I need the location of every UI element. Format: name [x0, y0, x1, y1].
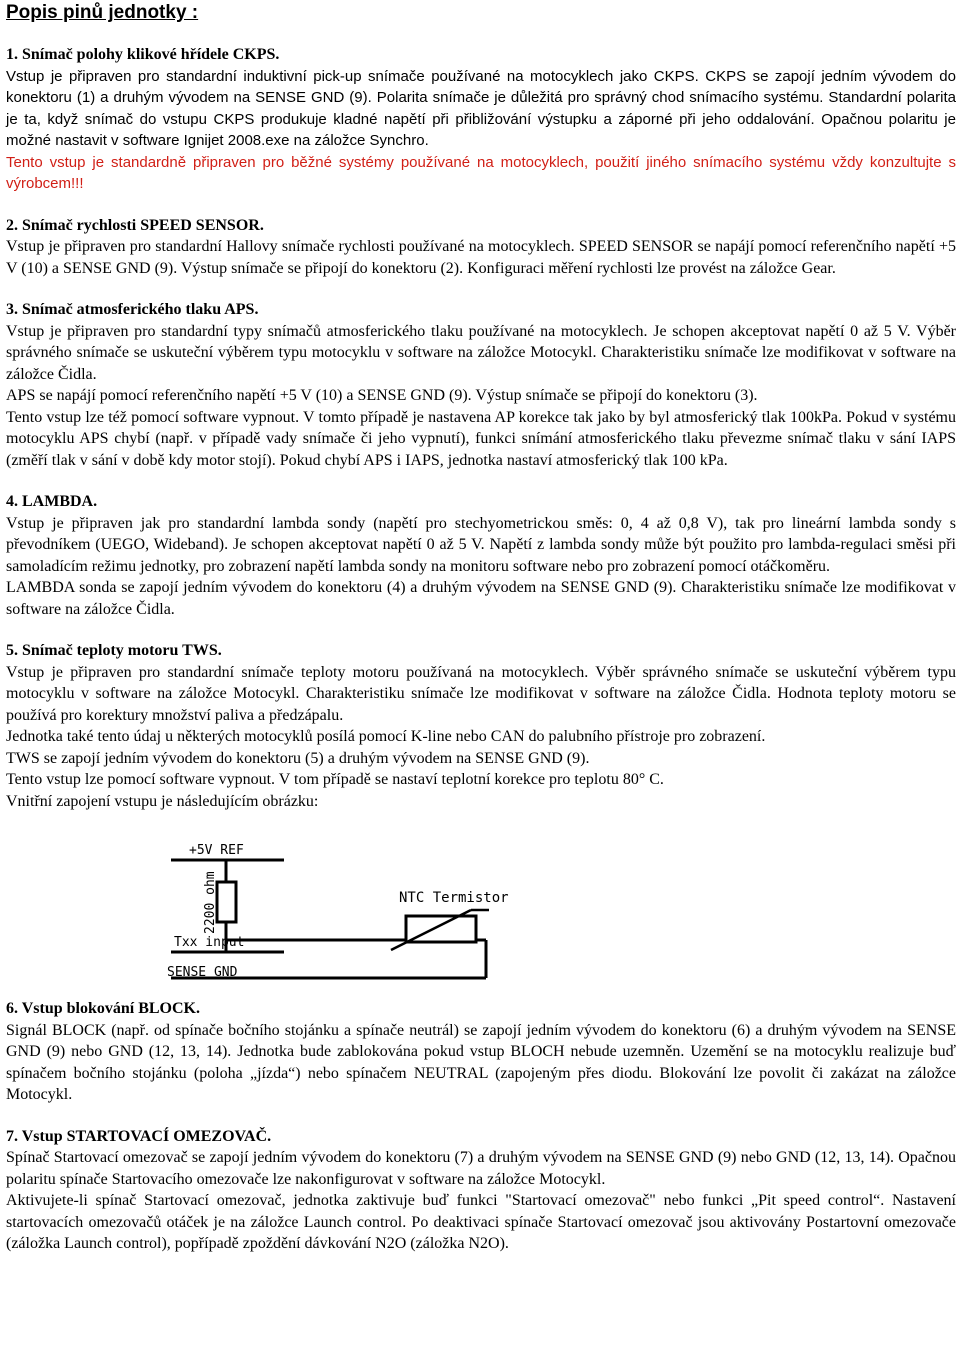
section-heading: 7. Vstup STARTOVACÍ OMEZOVAČ.: [6, 1127, 272, 1145]
input-label: Txx input: [174, 935, 245, 950]
tws-input-circuit-diagram: [6, 812, 546, 982]
paragraph: LAMBDA sonda se zapojí jedním vývodem do konektoru (4) a druhým vývodem na SENSE GND (9). Charakteristiku snímače lze modifikovat v software na záložce Čidla.: [6, 579, 956, 618]
section-tws: [6, 640, 956, 812]
section-heading: 4. LAMBDA.: [6, 493, 98, 510]
section-ckps: [6, 44, 956, 195]
paragraph: Tento vstup lze též pomocí software vypnout. V tomto případě je nastavena AP korekce tak jako by byl atmosferický tlak 100kPa. Pokud v systému motocyklu APS chybí (např. v případě vady snímače či jeho vypnutí), funkci snímání atmosferického tlaku převezme snímač tlaku v sání IAPS (změří tlak v sání v době kdy motor stojí). Pokud chybí APS i IAPS, jednotka nastaví atmosferický tlak 100 kPa.: [6, 408, 956, 469]
warning-paragraph: Tento vstup je standardně připraven pro běžné systémy používané na motocyklech, použití jiného snímacího systému vždy konzultujte s výrobcem!!!: [6, 153, 956, 192]
gnd-label: SENSE GND: [167, 965, 238, 980]
document-page: [6, 0, 956, 1255]
paragraph: Spínač Startovací omezovač se zapojí jedním vývodem do konektoru (7) a druhým vývodem na SENSE GND (9) nebo GND (12, 13, 14). Opačnou polaritu spínače Startovacího omezovače lze nakonfigurovat v software na záložce Motocykl.: [6, 1149, 956, 1188]
ntc-label: NTC Termistor: [399, 890, 509, 906]
section-heading: 6. Vstup blokování BLOCK.: [6, 1000, 200, 1017]
section-heading: 2. Snímač rychlosti SPEED SENSOR.: [6, 216, 264, 234]
paragraph: Vstup je připraven pro standardní induktivní pick-up snímače používané na motocyklech jako CKPS. CKPS se zapojí jedním vývodem do konektoru (1) a druhým vývodem na SENSE GND (9). Polarita snímače je důležitá pro správný chod snímacího systému. Standardní polarita je ta, když snímač do vstupu CKPS produkuje kladné napětí při přibližování výstupku a záporné při jeho oddalování. Opačnou polaritu je možné nastavit v software Ignijet 2008.exe na záložce Synchro.: [6, 67, 956, 149]
page-title: Popis pinů jednotky :: [6, 2, 199, 23]
section-heading: 5. Snímač teploty motoru TWS.: [6, 642, 222, 659]
section-launch-limiter: [6, 1126, 956, 1255]
paragraph: Signál BLOCK (např. od spínače bočního stojánku a spínače neutrál) se zapojí jedním vývodem do konektoru (6) a druhým vývodem na SENSE GND (9) nebo GND (12, 13, 14). Jednotka bude zablokována pokud vstup BLOCH nebude uzemněn. Uzemění se na motocyklu realizuje buď spínačem bočního stojánku (poloha „jízda“) nebo spínačem NEUTRAL (zapojeným přes diodu. Blokování lze povolit či zakázat na záložce Motocykl.: [6, 1021, 956, 1103]
paragraph: APS se napájí pomocí referenčního napětí +5 V (10) a SENSE GND (9). Výstup snímače se připojí do konektoru (3).: [6, 387, 758, 404]
section-lambda: [6, 491, 956, 620]
section-aps: [6, 299, 956, 471]
resistor-symbol: [217, 882, 236, 922]
paragraph: Vnitřní zapojení vstupu je následujícím obrázku:: [6, 792, 319, 810]
paragraph: Vstup je připraven pro standardní snímače teploty motoru používaná na motocyklech. Výběr správného snímače se uskuteční výběrem typu motocyklu v software na záložce Motocykl. Charakteristiku snímače lze modifikovat v software na záložce Čidla. Hodnota teploty motoru se používá pro korektury množství paliva a předzápalu.: [6, 663, 956, 724]
paragraph: Aktivujete-li spínač Startovací omezovač, jednotka zaktivuje buď funkci "Startovací omezovač" nebo funkci „Pit speed control“. Nastavení startovacích omezovačů otáček je na záložce Launch control. Po deaktivaci spínače Startovací omezovač jsou aktivovány Postartovní omezovače (záložka Launch control), popřípadě zpoždění dávkování N2O (záložka N2O).: [6, 1192, 956, 1252]
paragraph: Vstup je připraven pro standardní Hallovy snímače rychlosti používané na motocyklech. SPEED SENSOR se napájí pomocí referenčního napětí +5 V (10) a SENSE GND (9). Výstup snímače se připojí do konektoru (2). Konfiguraci měření rychlosti lze provést na záložce Gear.: [6, 238, 956, 277]
resistor-label: 2200 ohm: [203, 871, 218, 934]
section-heading: 3. Snímač atmosferického tlaku APS.: [6, 301, 259, 318]
paragraph: Vstup je připraven jak pro standardní lambda sondy (napětí pro stechyometrickou směs: 0, 4 až 0,8 V), tak pro lineární lambda sondy s převodníkem (UEGO, Wideband). Je schopen akceptovat napětí 0 až 5 V. Napětí z lambda sondy může být použito pro lambda-regulaci směsi při samoladícím režimu jednotky, pro zobrazení napětí lambda sondy na monitoru software nebo pro zobrazení pomocí otáčkoměru.: [6, 514, 956, 575]
paragraph: Tento vstup lze pomocí software vypnout. V tom případě se nastaví teplotní korekce pro teplotu 80° C.: [6, 771, 664, 788]
ref-label: +5V REF: [189, 843, 244, 858]
paragraph: Jednotka také tento údaj u některých motocyklů posílá pomocí K-line nebo CAN do palubního přístroje pro zobrazení.: [6, 728, 766, 745]
section-block: [6, 998, 956, 1106]
section-heading: 1. Snímač polohy klikové hřídele CKPS.: [6, 46, 280, 63]
paragraph: Vstup je připraven pro standardní typy snímačů atmosferického tlaku používané na motocyklech. Je schopen akceptovat napětí 0 až 5 V. Výběr správného snímače se uskuteční výběrem typu motocyklu v software na záložce Motocykl. Charakteristiku snímače lze modifikovat v software na záložce Čidla.: [6, 322, 956, 383]
section-speed-sensor: [6, 215, 956, 280]
paragraph: TWS se zapojí jedním vývodem do konektoru (5) a druhým vývodem na SENSE GND (9).: [6, 749, 590, 767]
circuit-svg: [6, 812, 546, 982]
